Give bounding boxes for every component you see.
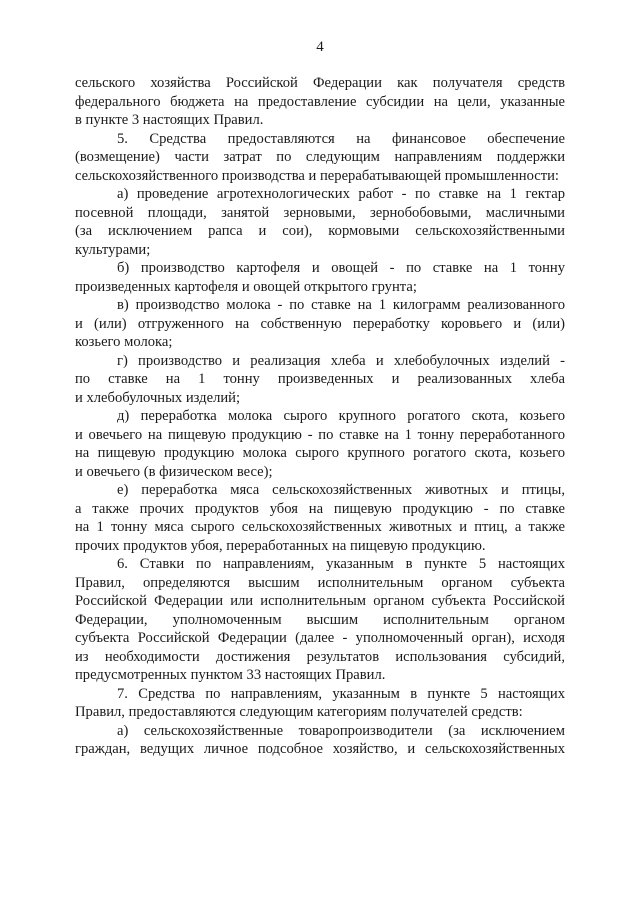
text-line: (за исключением рапса и сои), кормовыми сельскохозяйственными [75,223,565,239]
text-line: в) производство молока - по ставке на 1 килограмм реализованного [117,297,565,313]
paragraph-5v [75,296,565,352]
text-line: и хлебобулочных изделий; [75,389,241,406]
paragraph-5 [75,130,565,186]
text-line: на 1 тонну мяса сырого сельскохозяйственных животных и птиц, а также [75,519,565,535]
text-line: 7. Средства по направлениям, указанным в пункте 5 настоящих [117,685,565,702]
text-line: Российской Федерации или исполнительным органом субъекта Российской [75,593,565,609]
text-line: Правил, определяются высшим исполнительным органом субъекта [75,574,565,591]
text-line: а) проведение агротехнологических работ - по ставке на 1 гектар [117,186,565,202]
text-line: б) производство картофеля и овощей - по ставке на 1 тонну [117,260,565,276]
text-line: граждан, ведущих личное подсобное хозяйство, и сельскохозяйственных [75,741,565,757]
paragraph-6 [75,555,565,685]
text-line: а) сельскохозяйственные товаропроизводители (за исключением [117,722,565,739]
paragraph-5e [75,481,565,555]
text-line: д) переработка молока сырого крупного рогатого скота, козьего [117,408,565,424]
text-line: козьего молока; [75,334,173,350]
text-line: прочих продуктов убоя, переработанных на пищевую продукцию. [75,537,486,554]
text-line: предусмотренных пунктом 33 настоящих Правил. [75,667,386,683]
text-line: посевной площади, занятой зерновыми, зернобобовыми, масличными [75,204,565,221]
text-line: Федерации, уполномоченным высшим исполнительным органом [75,611,565,628]
text-line: из необходимости достижения результатов использования субсидий, [75,648,565,665]
text-line: и овечьего на пищевую продукцию - по ставке на 1 тонну переработанного [75,426,565,443]
text-line: культурами; [75,241,151,258]
paragraph-5g [75,352,565,408]
text-line: федерального бюджета на предоставление субсидии на цели, указанные [75,93,565,110]
text-line: субъекта Российской Федерации (далее - уполномоченный орган), исходя [75,630,565,646]
text-line: сельскохозяйственного производства и перерабатывающей промышленности: [75,167,559,184]
text-line: (возмещение) части затрат по следующим направлениям поддержки [75,149,565,165]
text-line: Правил, предоставляются следующим категориям получателей средств: [75,704,523,720]
text-line: произведенных картофеля и овощей открытого грунта; [75,278,417,295]
paragraph-5a [75,185,565,259]
text-line: на пищевую продукцию молока сырого крупного рогатого скота, козьего [75,445,565,461]
text-line: по ставке на 1 тонну произведенных и реализованных хлеба [75,371,565,387]
page-number: 4 [316,39,324,55]
paragraph-5d [75,407,565,481]
paragraph-continuation [75,74,565,130]
document-body [75,74,565,759]
paragraph-7 [75,685,565,722]
text-line: 6. Ставки по направлениям, указанным в пункте 5 настоящих [117,556,565,572]
text-line: и овечьего (в физическом весе); [75,463,273,480]
text-line: е) переработка мяса сельскохозяйственных животных и птицы, [117,482,565,498]
paragraph-5b [75,259,565,296]
text-line: 5. Средства предоставляются на финансовое обеспечение [117,130,565,147]
text-line: а также прочих продуктов убоя на пищевую продукцию - по ставке [75,500,565,517]
paragraph-7a [75,722,565,759]
text-line: г) производство и реализация хлеба и хлебобулочных изделий - [117,352,565,369]
text-line: сельского хозяйства Российской Федерации как получателя средств [75,75,565,91]
text-line: и (или) отгруженного на собственную переработку коровьего и (или) [75,315,565,332]
text-line: в пункте 3 настоящих Правил. [75,112,264,128]
